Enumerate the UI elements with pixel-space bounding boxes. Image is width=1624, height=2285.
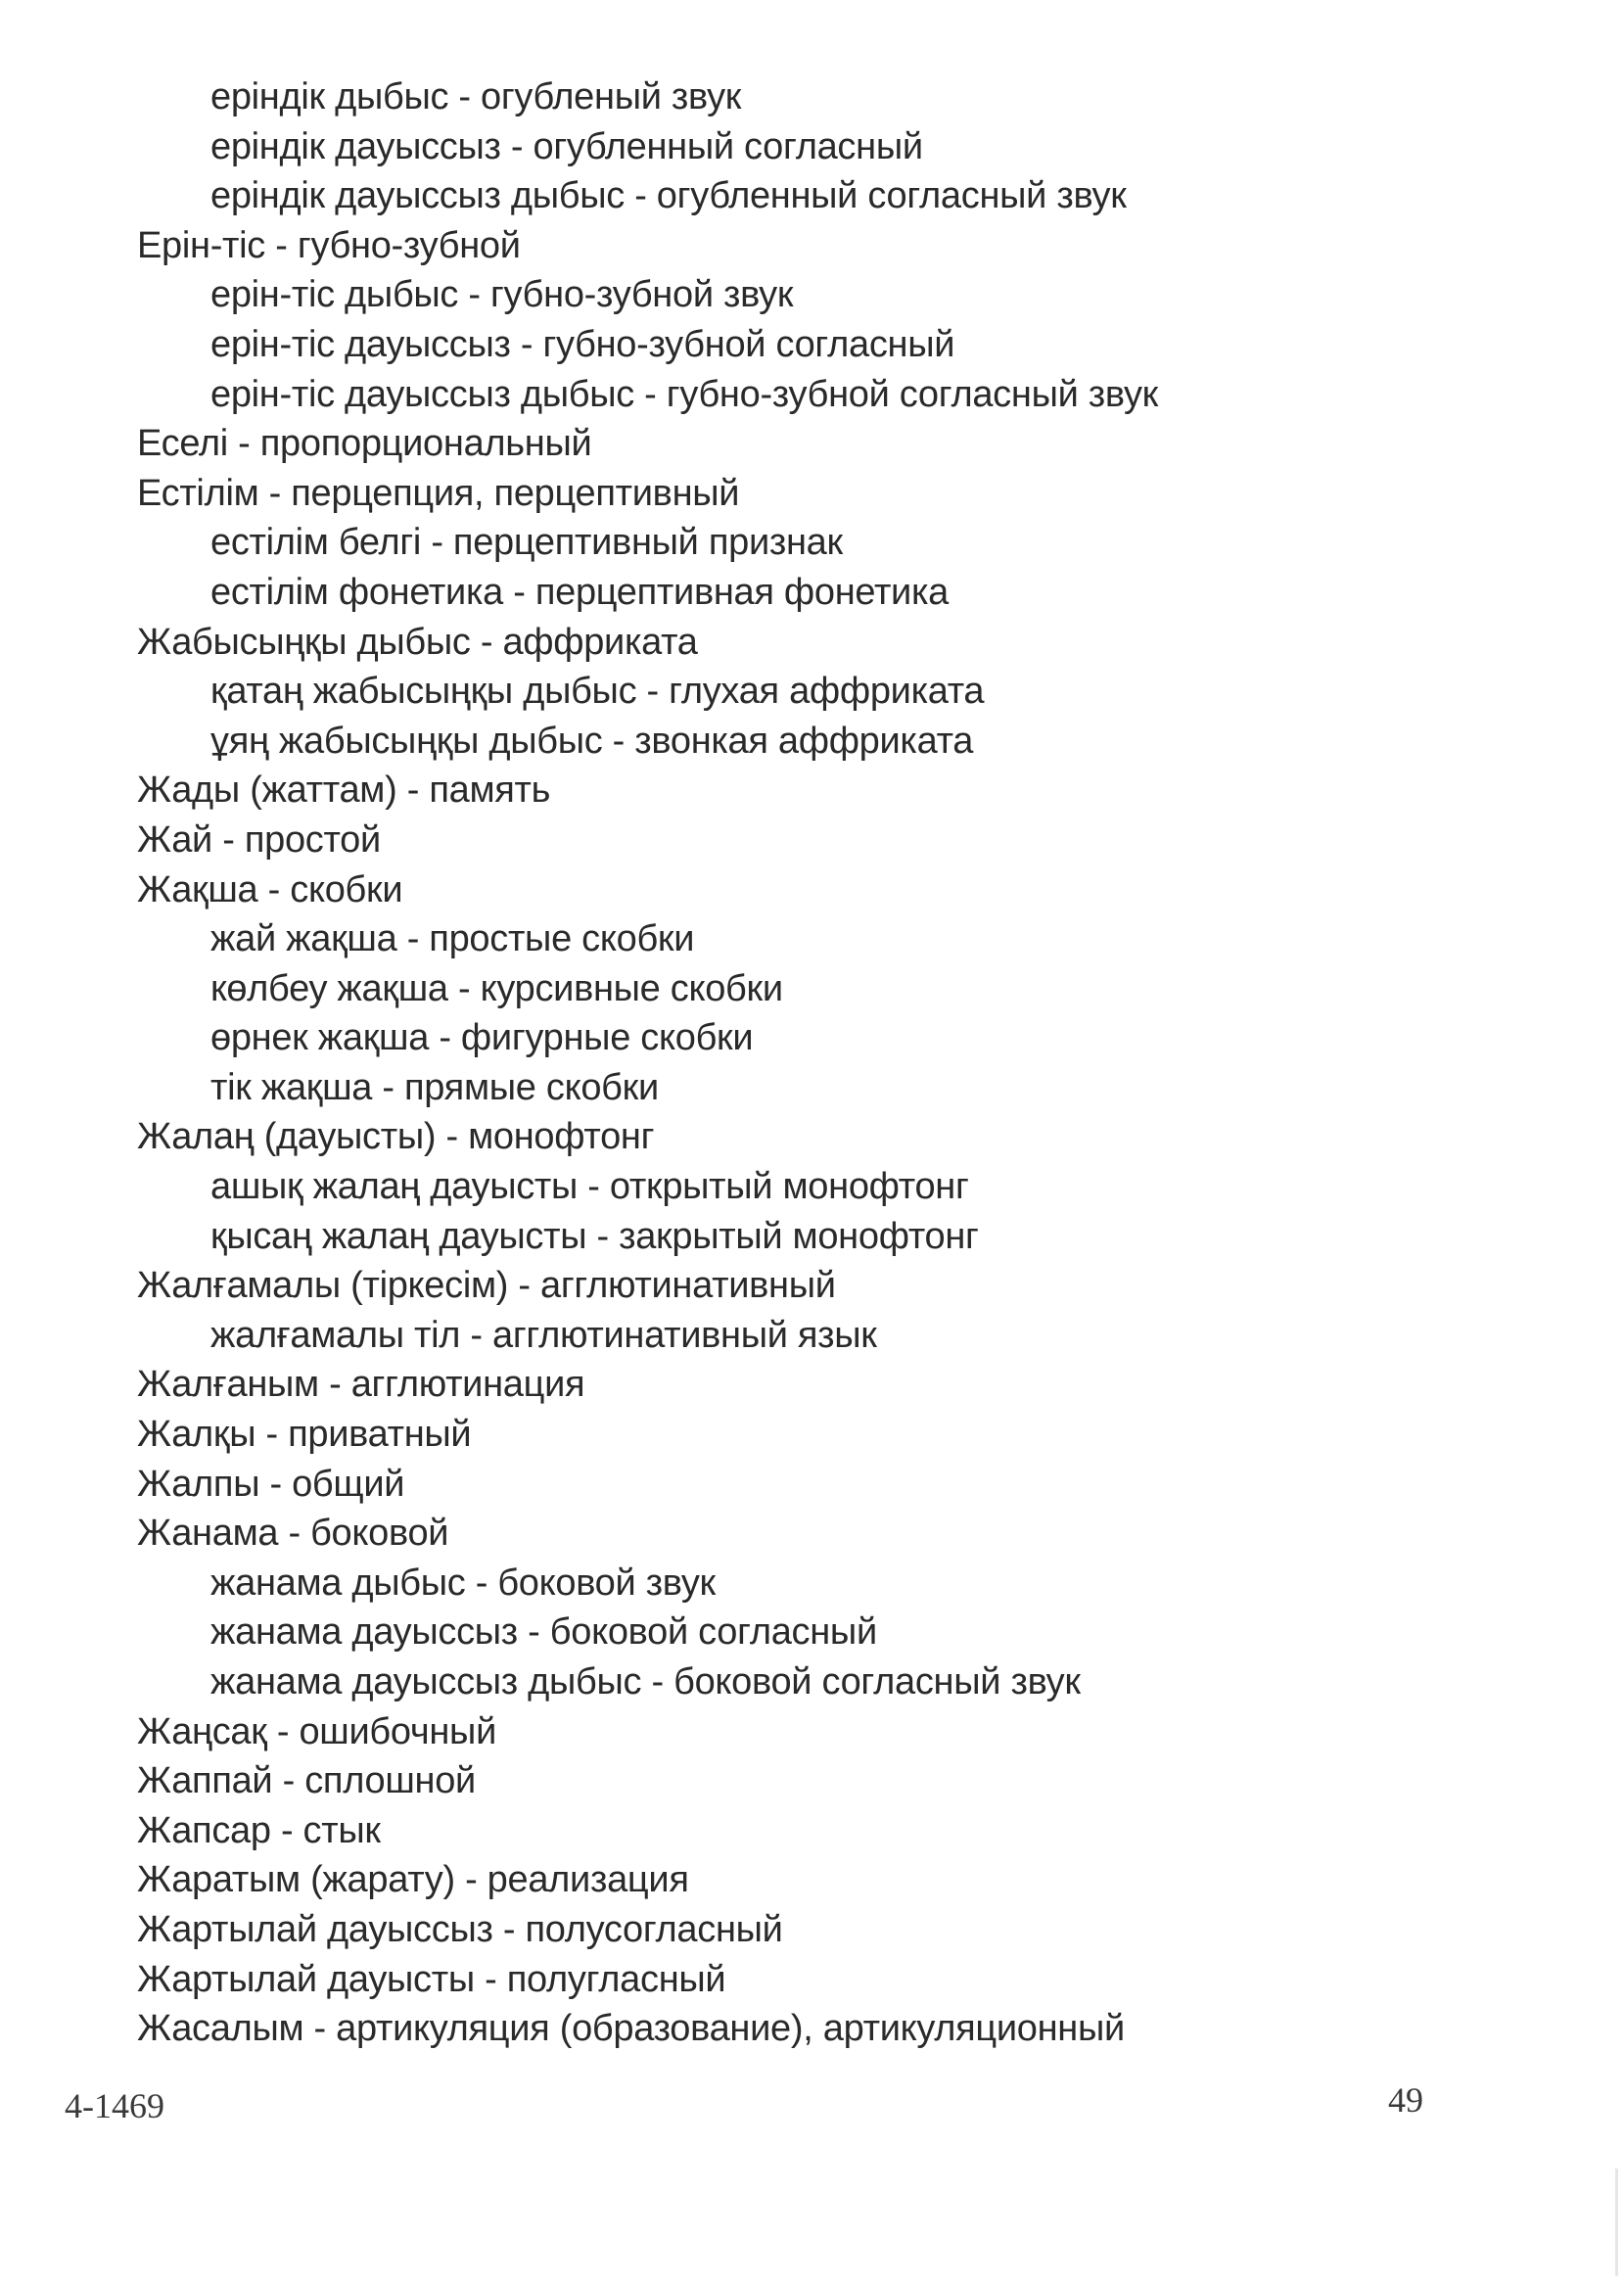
scan-edge-mark [1615, 2168, 1618, 2276]
sub-entry: ерін-тіс дыбыс - губно-зубной звук [210, 274, 794, 316]
headword-entry: Жанама - боковой [137, 1513, 449, 1555]
sub-entry: ұяң жабысыңқы дыбыс - звонкая аффриката [210, 720, 974, 762]
sub-entry: еріндік дауыссыз дыбыс - огубленный согласный звук [210, 175, 1127, 217]
headword-entry: Жалаң (дауысты) - монофтонг [137, 1116, 655, 1158]
headword-entry: Жасалым - артикуляция (образование), артикуляционный [137, 2008, 1125, 2050]
headword-entry: Жаппай - сплошной [137, 1760, 476, 1802]
headword-entry: Жапсар - стык [137, 1809, 381, 1851]
headword-entry: Ерін-тіс - губно-зубной [137, 224, 521, 266]
sub-entry: жанама дауыссыз дыбыс - боковой согласный звук [210, 1661, 1081, 1702]
sub-entry: естілім фонетика - перцептивная фонетика [210, 571, 949, 613]
headword-entry: Жабысыңқы дыбыс - аффриката [137, 621, 698, 663]
headword-entry: Жалғамалы (тіркесім) - агглютинативный [137, 1265, 836, 1307]
sub-entry: қысаң жалаң дауысты - закрытый монофтонг [210, 1215, 979, 1257]
sub-entry: өрнек жақша - фигурные скобки [210, 1017, 754, 1059]
print-signature-code: 4-1469 [65, 2086, 164, 2125]
sub-entry: еріндік дауыссыз - огубленный согласный [210, 125, 923, 167]
sub-entry: жанама дыбыс - боковой звук [210, 1562, 716, 1604]
sub-entry: қатаң жабысыңқы дыбыс - глухая аффриката [210, 671, 985, 713]
headword-entry: Жартылай дауыссыз - полусогласный [137, 1908, 783, 1950]
sub-entry: тік жақша - прямые скобки [210, 1066, 659, 1108]
sub-entry: жанама дауыссыз - боковой согласный [210, 1611, 877, 1654]
sub-entry: еріндік дыбыс - огубленый звук [210, 76, 742, 117]
page-number: 49 [1388, 2080, 1423, 2120]
sub-entry: көлбеу жақша - курсивные скобки [210, 967, 783, 1009]
headword-entry: Естілім - перцепция, перцептивный [137, 472, 740, 514]
headword-entry: Жалқы - приватный [137, 1414, 472, 1456]
headword-entry: Жалпы - общий [137, 1463, 405, 1505]
sub-entry: естілім белгі - перцептивный признак [210, 522, 843, 564]
sub-entry: жай жақша - простые скобки [210, 918, 695, 960]
headword-entry: Жай - простой [137, 818, 381, 861]
sub-entry: ашық жалаң дауысты - открытый монофтонг [210, 1166, 969, 1208]
sub-entry: ерін-тіс дауыссыз - губно-зубной согласный [210, 323, 955, 365]
headword-entry: Еселі - пропорциональный [137, 423, 592, 465]
sub-entry: жалғамалы тіл - агглютинативный язык [210, 1314, 877, 1356]
headword-entry: Жады (жаттам) - память [137, 769, 551, 812]
headword-entry: Жаратым (жарату) - реализация [137, 1859, 689, 1901]
headword-entry: Жақша - скобки [137, 868, 403, 910]
sub-entry: ерін-тіс дауыссыз дыбыс - губно-зубной согласный звук [210, 373, 1158, 415]
headword-entry: Жалғаным - агглютинация [137, 1364, 585, 1406]
headword-entry: Жаңсақ - ошибочный [137, 1710, 496, 1752]
glossary-entry-list [0, 72, 1624, 2054]
headword-entry: Жартылай дауысты - полугласный [137, 1958, 726, 2000]
